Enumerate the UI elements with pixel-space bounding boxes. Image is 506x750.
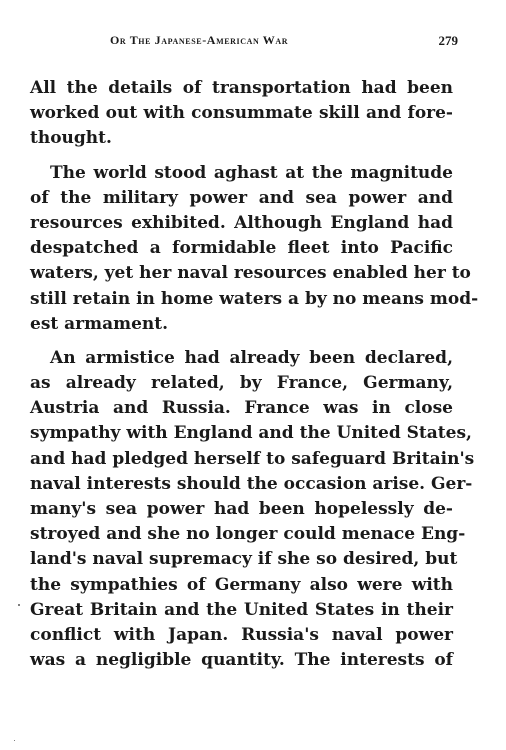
text-line: worked out with consummate skill and fore- (30, 103, 453, 124)
text-line: land's naval supremacy if she so desired, but (30, 549, 458, 570)
paragraph-3 (30, 346, 475, 673)
text-line: despatched a formidable fleet into Pacific (30, 238, 453, 259)
text-line: thought. (30, 128, 112, 149)
text-line: conflict with Japan. Russia's naval power (30, 624, 453, 645)
body-text (30, 76, 479, 673)
text-line: as already related, by France, Germany, (30, 373, 453, 394)
text-line: The world stood aghast at the magnitude (50, 162, 453, 183)
paragraph-spacer (30, 152, 453, 161)
ink-speck (14, 740, 15, 741)
text-line: stroyed and she no longer could menace Eng- (30, 524, 466, 545)
ink-speck (18, 604, 20, 606)
text-line: All the details of transportation had been (30, 78, 453, 98)
paragraph-2 (30, 161, 479, 337)
text-line: and had pledged herself to safeguard Britain's (30, 448, 475, 469)
text-line: was a negligible quantity. The interests of (30, 650, 453, 671)
running-head (30, 33, 458, 53)
text-line: Great Britain and the United States in their (30, 599, 453, 620)
text-line: An armistice had already been declared, (50, 347, 453, 368)
running-head-title: Or The Japanese-American War (110, 33, 289, 47)
text-line: resources exhibited. Although England had (30, 212, 453, 233)
page-number: 279 (438, 33, 458, 48)
text-line: many's sea power had been hopelessly de- (30, 499, 453, 519)
text-line: Austria and Russia. France was in close (30, 398, 453, 419)
text-line: est armament. (30, 313, 169, 334)
text-line: waters, yet her naval resources enabled her to (30, 263, 471, 284)
text-line: sympathy with England and the United States, (30, 423, 472, 444)
paragraph-1 (30, 76, 453, 152)
paragraph-spacer (30, 337, 453, 346)
text-line: of the military power and sea power and (30, 187, 453, 208)
text-line: naval interests should the occasion arise. Ger- (30, 473, 473, 494)
text-line: the sympathies of Germany also were with (30, 574, 453, 595)
text-line: still retain in home waters a by no means mod- (30, 288, 479, 309)
